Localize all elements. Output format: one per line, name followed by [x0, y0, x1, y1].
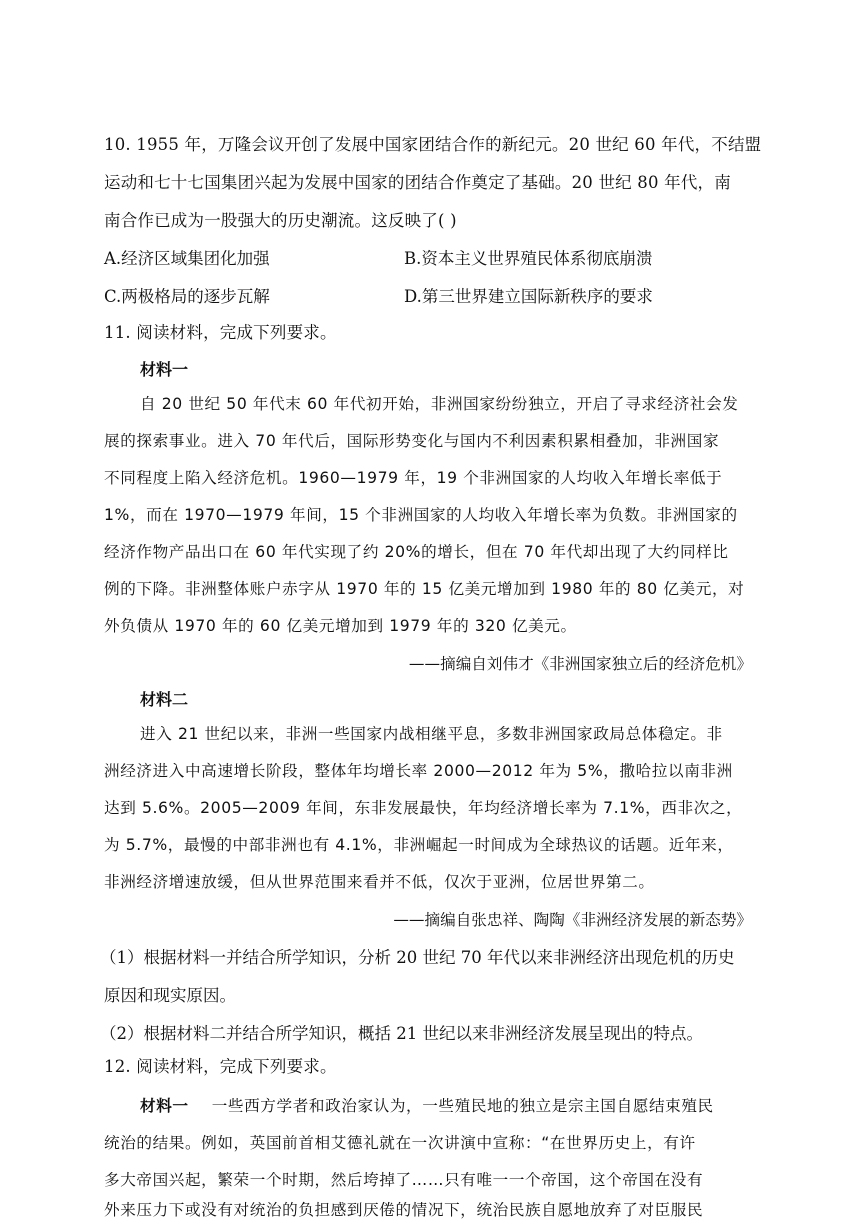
q11-material-1-line: 经济作物产品出口在 60 年代实现了约 20%的增长，但在 70 年代却出现了大约同样比 — [104, 543, 729, 561]
q12-stem: 12. 阅读材料，完成下列要求。 — [104, 1057, 337, 1076]
q11-stem: 11. 阅读材料，完成下列要求。 — [104, 323, 337, 342]
q10-option-c: C.两极格局的逐步瓦解 — [104, 287, 270, 306]
q11-material-2-source: ——摘编自张忠祥、陶陶《非洲经济发展的新态势》 — [393, 911, 752, 929]
q10-option-a: A.经济区域集团化加强 — [104, 249, 270, 268]
q11-material-2-line: 非洲经济增速放缓，但从世界范围来看并不低，仅次于亚洲，位居世界第二。 — [104, 873, 655, 891]
q10-option-d: D.第三世界建立国际新秩序的要求 — [404, 287, 653, 306]
q11-material-2-line: 洲经济进入中高速增长阶段，整体年均增长率 2000—2012 年为 5%，撒哈拉以南非洲 — [104, 762, 733, 780]
q11-subquestion-1-line-2: 原因和现实原因。 — [104, 986, 236, 1005]
q11-material-2-line: 进入 21 世纪以来，非洲一些国家内战相继平息，多数非洲国家政局总体稳定。非 — [140, 725, 723, 743]
q11-material-2-line: 为 5.7%，最慢的中部非洲也有 4.1%，非洲崛起一时间成为全球热议的话题。近年来， — [104, 836, 734, 854]
q11-material-1-title: 材料一 — [140, 360, 189, 379]
q10-stem-line-1: 10. 1955 年，万隆会议开创了发展中国家团结合作的新纪元。20 世纪 60 年代，不结盟 — [104, 135, 762, 154]
q12-material-1-first-line — [140, 1096, 714, 1116]
q11-material-1-line: 1%，而在 1970—1979 年间，15 个非洲国家的人均收入年增长率为负数。非洲国家的 — [104, 506, 738, 524]
q12-material-1-line: 多大帝国兴起，繁荣一个时期，然后垮掉了……只有唯一一个帝国，这个帝国在没有 — [104, 1171, 704, 1189]
q11-material-1-line: 展的探索事业。进入 70 年代后，国际形势变化与国内不利因素积累相叠加，非洲国家 — [104, 432, 720, 450]
q11-material-1-line: 自 20 世纪 50 年代末 60 年代初开始，非洲国家纷纷独立，开启了寻求经济社会发 — [140, 395, 739, 413]
q10-stem-line-3: 南合作已成为一股强大的历史潮流。这反映了( ) — [104, 211, 457, 230]
q11-material-2-line: 达到 5.6%。2005—2009 年间，东非发展最快，年均经济增长率为 7.1%，西非次之， — [104, 799, 743, 817]
q11-subquestion-1-line-1: （1）根据材料一并结合所学知识，分析 20 世纪 70 年代以来非洲经济出现危机的历史 — [100, 948, 735, 967]
q11-material-1-line: 例的下降。非洲整体账户赤字从 1970 年的 15 亿美元增加到 1980 年的 80 亿美元，对 — [104, 580, 745, 598]
q10-stem-line-2: 运动和七十七国集团兴起为发展中国家的团结合作奠定了基础。20 世纪 80 年代，南 — [104, 173, 731, 192]
q12-material-1-title: 材料一 — [140, 1097, 189, 1115]
q11-subquestion-2: （2）根据材料二并结合所学知识，概括 21 世纪以来非洲经济发展呈现出的特点。 — [100, 1024, 703, 1043]
q10-option-b: B.资本主义世界殖民体系彻底崩溃 — [404, 249, 653, 268]
q11-material-1-source: ——摘编自刘伟才《非洲国家独立后的经济危机》 — [408, 655, 752, 673]
q12-material-1-line: 统治的结果。例如，英国前首相艾德礼就在一次讲演中宣称：“在世界历史上，有许 — [104, 1134, 696, 1152]
q11-material-2-title: 材料二 — [140, 690, 189, 709]
q12-material-1-line: 外来压力下或没有对统治的负担感到厌倦的情况下，统治民族自愿地放弃了对臣服民 — [104, 1201, 704, 1219]
q12-material-1-text: 一些西方学者和政治家认为，一些殖民地的独立是宗主国自愿结束殖民 — [211, 1097, 714, 1115]
q11-material-1-line: 外负债从 1970 年的 60 亿美元增加到 1979 年的 320 亿美元。 — [104, 617, 577, 635]
q11-material-1-line: 不同程度上陷入经济危机。1960—1979 年，19 个非洲国家的人均收入年增长率低于 — [104, 469, 723, 487]
